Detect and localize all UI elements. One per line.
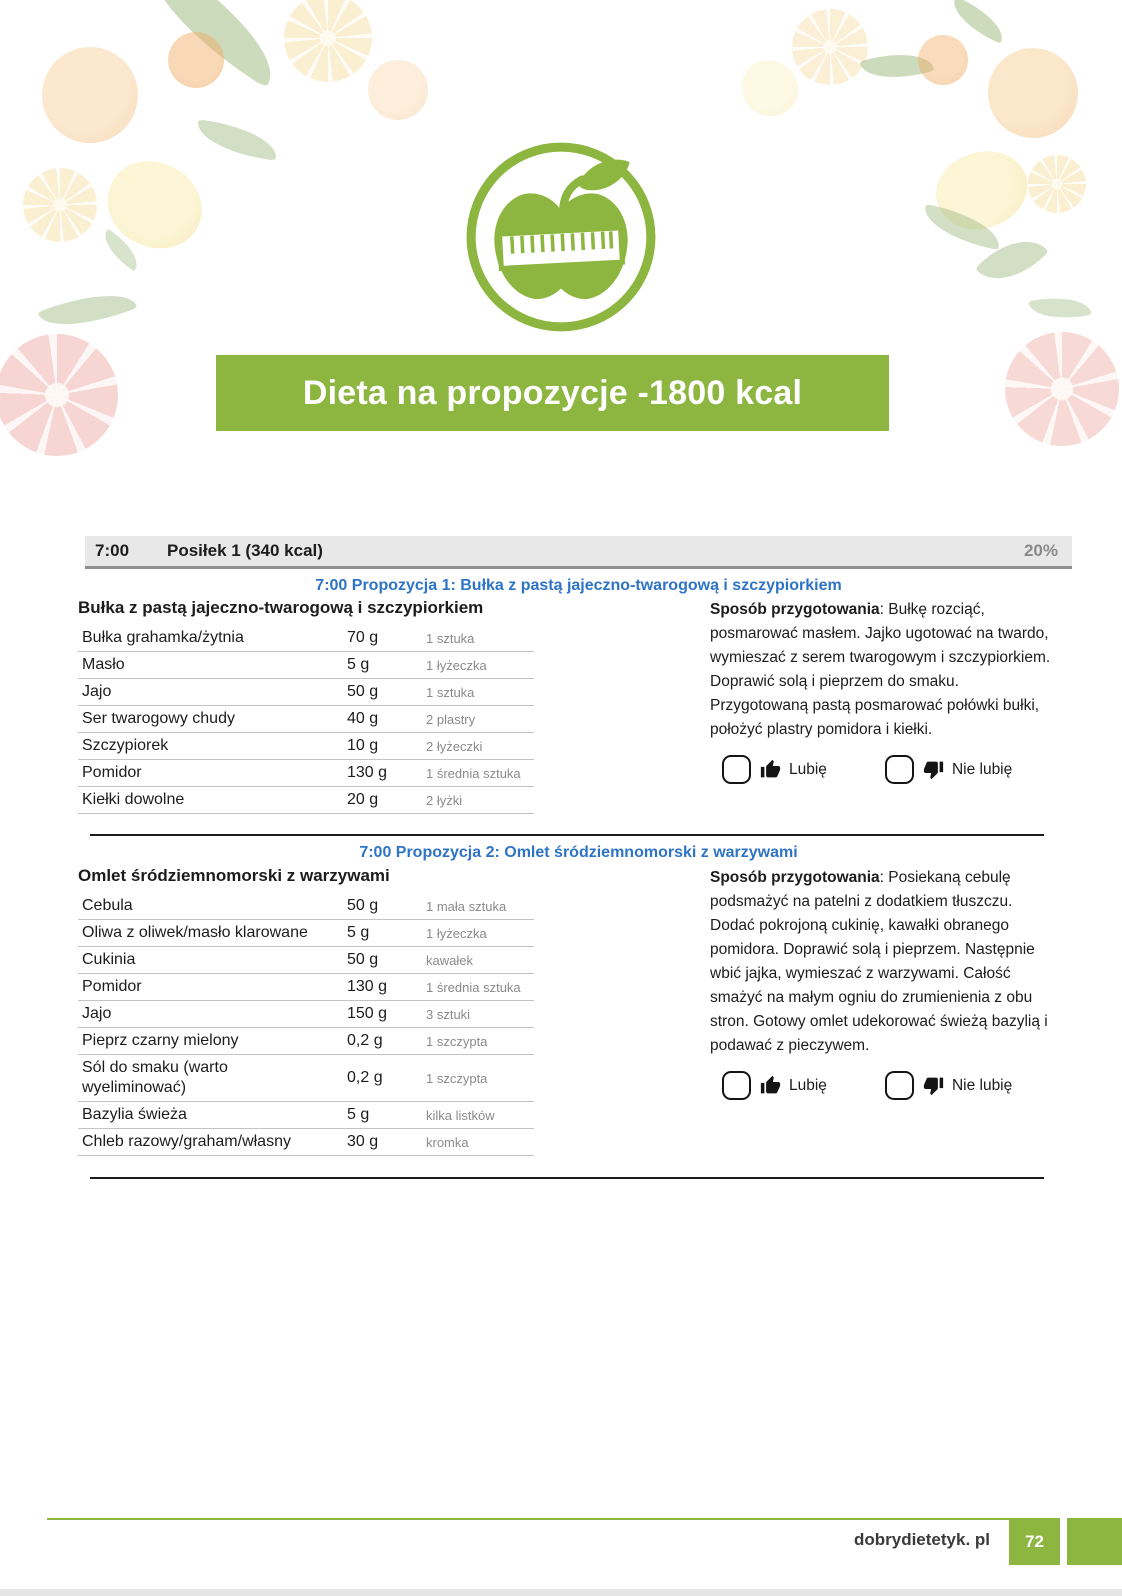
ingredient-row [78,1055,534,1102]
like-checkbox[interactable] [722,1071,751,1100]
ingredient-name: Bułka grahamka/żytnia [82,629,244,646]
footer-site: dobrydietetyk. pl [853,1530,990,1549]
ingredient-measure: 1 szczypta [426,1033,488,1049]
meal-header-bar [85,536,1072,569]
ingredient-amount: 40 g [347,710,379,727]
ingredient-measure: 3 sztuki [426,1006,471,1022]
lemon-decor-icon [742,60,798,116]
ingredient-amount: 0,2 g [347,1069,383,1086]
ingredient-name: Jajo [82,683,112,700]
dish-title: Omlet śródziemnomorski z warzywami [78,866,390,885]
ingredient-measure: 1 sztuka [426,684,475,700]
ingredient-name: Cukinia [82,951,136,968]
ingredient-row [78,733,534,760]
thumbs-down-icon [923,1075,944,1096]
ingredient-measure: 2 łyżeczki [426,738,483,754]
leaf-decor-icon [96,229,145,272]
like-dislike-row [710,755,1055,784]
footer-rule [47,1518,1012,1520]
ingredient-amount: 5 g [347,924,370,941]
ingredient-name: Pieprz czarny mielony [82,1032,239,1049]
leaf-decor-icon [920,204,1004,250]
meal-time: 7:00 [95,541,130,560]
leaf-decor-icon [127,0,294,88]
ingredient-row [78,787,534,814]
dislike-checkbox[interactable] [885,755,914,784]
ingredient-name: Jajo [82,1005,112,1022]
dislike-checkbox[interactable] [885,1071,914,1100]
preparation-text: Sposób przygotowania: Posiekaną cebulę podsmażyć na patelni z dodatkiem tłuszczu. Dodać pokrojoną cukinię, kawałki obranego pomidora. Doprawić solą i pieprzem. Następnie wbić jajka, wymieszać z warzywami. Całość smażyć na małym ogniu do zrumienienia z obu stron. Gotowy omlet udekorować świeżą bazylią i podawać z pieczywem. [710,869,1048,1054]
ingredient-row [78,974,534,1001]
ingredient-amount: 150 g [347,1005,388,1022]
title-banner [216,355,889,431]
ingredient-amount: 70 g [347,629,379,646]
ingredient-amount: 5 g [347,1106,370,1123]
ingredient-amount: 50 g [347,897,379,914]
ingredient-row [78,1001,534,1028]
section-divider [90,1177,1044,1179]
preparation-text: Sposób przygotowania: Bułkę rozciąć, posmarować masłem. Jajko ugotować na twardo, wymieszać z serem twarogowym i szczypiorkiem. Doprawić solą i pieprzem do smaku. Przygotowaną pastą posmarować połówki bułki, położyć plastry pomidora i kiełki. [710,601,1051,738]
ingredient-amount: 0,2 g [347,1032,383,1049]
ingredient-name: Kiełki dowolne [82,791,185,808]
like-label: Lubię [789,760,827,778]
lemon-half-decor-icon [23,168,97,242]
ingredient-measure: kilka listków [426,1107,495,1123]
orange-slice-decor-icon [284,0,372,82]
thumbs-down-icon [923,759,944,780]
mandarin-decor-icon [918,35,968,85]
orange-decor-icon [988,48,1078,138]
mandarin-decor-icon [168,32,224,88]
ingredient-measure: 1 szczypta [426,1070,488,1086]
ingredient-measure: 2 plastry [426,711,476,727]
thumbs-up-icon [760,1075,781,1096]
ingredient-amount: 10 g [347,737,379,754]
apple-logo-icon [460,136,662,338]
dislike-label: Nie lubię [951,1076,1013,1094]
like-dislike-row [710,1071,1055,1100]
page-title: Dieta na propozycje -1800 kcal [302,373,803,412]
ingredient-row [78,706,534,733]
ingredient-row [78,760,534,787]
ingredients-table [78,625,534,814]
ingredient-amount: 5 g [347,656,370,673]
ingredient-amount: 130 g [347,764,388,781]
like-label: Lubię [789,1076,827,1094]
lemon-decor-icon [924,136,1039,244]
proposition-1-section [78,598,1072,814]
ingredient-amount: 50 g [347,683,379,700]
dish-title: Bułka z pastą jajeczno-twarogową i szczypiorkiem [78,598,484,617]
ingredient-row [78,1129,534,1156]
ingredient-row [78,1028,534,1055]
ingredient-measure: 1 sztuka [426,630,475,646]
lemon-half-decor-icon [1028,155,1086,213]
grapefruit-slice-decor-icon [1005,332,1119,446]
ingredient-amount: 30 g [347,1133,379,1150]
ingredient-measure: 1 średnia sztuka [426,765,521,781]
thumbs-up-icon [760,759,781,780]
leaf-decor-icon [194,119,279,160]
ingredients-table [78,893,534,1156]
ingredient-measure: kromka [426,1134,469,1150]
ingredient-name: Masło [82,656,125,673]
ingredient-name: Pomidor [82,764,142,781]
lemon-decor-icon [96,150,213,260]
ingredient-measure: 1 mała sztuka [426,898,507,914]
dislike-label: Nie lubię [951,760,1013,778]
leaf-decor-icon [38,280,138,341]
leaf-decor-icon [975,223,1049,297]
ingredient-row [78,1102,534,1129]
proposition-2-section [78,866,1072,1156]
ingredient-row [78,625,534,652]
proposition-2-heading: 7:00 Propozycja 2: Omlet śródziemnomorski z warzywami [359,844,798,861]
ingredient-name: Pomidor [82,978,142,995]
leaf-decor-icon [860,43,935,88]
ingredient-name: Chleb razowy/graham/własny [82,1133,291,1150]
ingredient-amount: 50 g [347,951,379,968]
page-bottom-edge [0,1589,1122,1596]
page-number-badge: 72 [1009,1518,1060,1565]
ingredient-name: Sól do smaku (warto wyeliminować) [82,1059,228,1096]
ingredient-name: Cebula [82,897,133,914]
footer-accent-box [1067,1518,1122,1565]
orange-decor-icon [42,47,138,143]
ingredient-measure: 1 łyżeczka [426,657,487,673]
ingredient-name: Oliwa z oliwek/masło klarowane [82,924,308,941]
ingredient-row [78,893,534,920]
ingredient-row [78,947,534,974]
ingredient-measure: 1 łyżeczka [426,925,487,941]
like-checkbox[interactable] [722,755,751,784]
ingredient-measure: 1 średnia sztuka [426,979,521,995]
proposition-1-heading: 7:00 Propozycja 1: Bułka z pastą jajeczno-twarogową i szczypiorkiem [315,577,842,594]
ingredient-row [78,920,534,947]
ingredient-name: Szczypiorek [82,737,169,754]
preparation-label: Sposób przygotowania [710,869,880,886]
ingredient-name: Bazylia świeża [82,1106,187,1123]
ingredient-row [78,652,534,679]
ingredient-name: Ser twarogowy chudy [82,710,235,727]
ingredient-measure: 2 łyżki [426,792,463,808]
meal-title: Posiłek 1 (340 kcal) [167,541,323,560]
leaf-decor-icon [946,0,1011,44]
meal-percent: 20% [1023,541,1058,560]
ingredient-amount: 130 g [347,978,388,995]
leaf-decor-icon [1028,291,1091,325]
section-divider [90,834,1044,836]
ingredient-row [78,679,534,706]
preparation-label: Sposób przygotowania [710,601,880,618]
orange-slice-decor-icon [792,9,868,85]
ingredient-amount: 20 g [347,791,379,808]
orange-decor-icon [368,60,428,120]
grapefruit-slice-decor-icon [0,334,118,456]
ingredient-measure: kawałek [426,952,473,968]
